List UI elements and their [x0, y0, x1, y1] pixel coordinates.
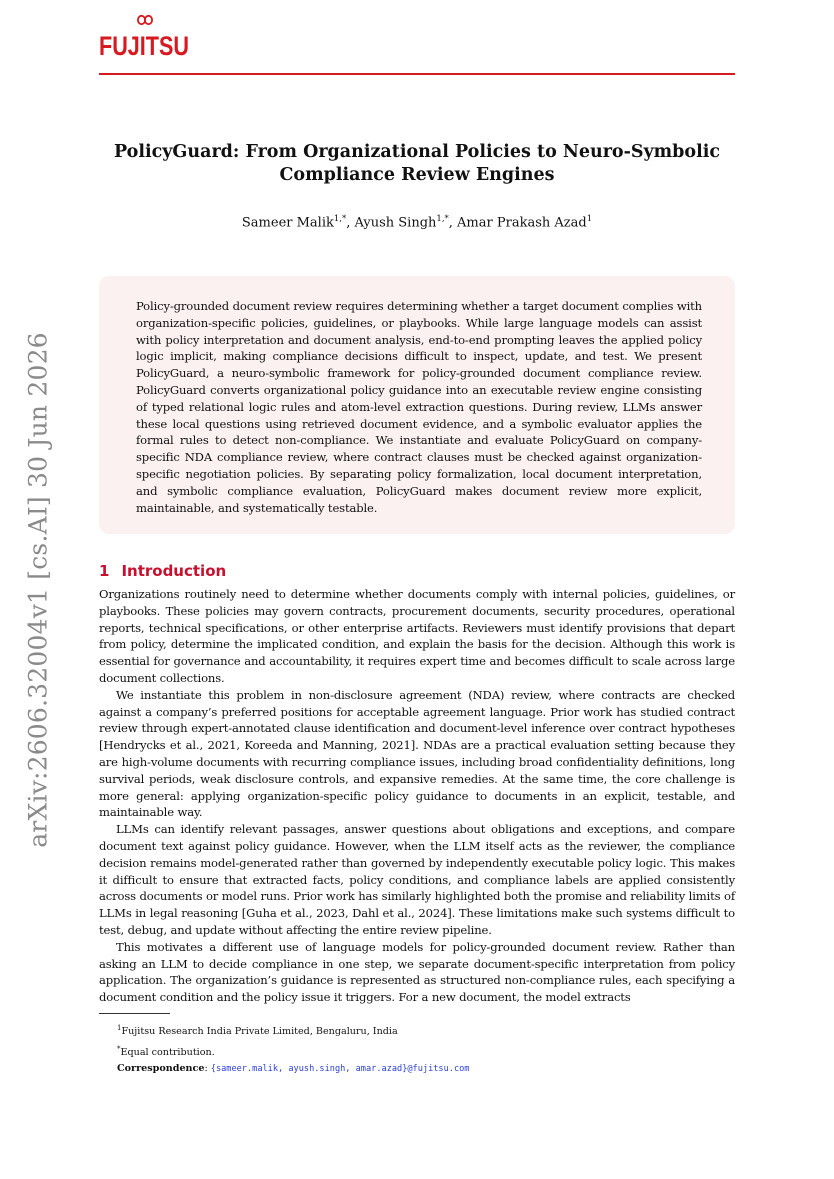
section-heading [99, 561, 735, 581]
title-line-2: Compliance Review Engines [279, 165, 555, 185]
logo-wordmark: FUJITSU [99, 31, 189, 61]
author-list [99, 211, 735, 231]
author-separator: , [448, 215, 458, 231]
footnote-rule [99, 1013, 170, 1014]
correspondence-label: Correspondence [117, 1063, 205, 1075]
header-rule [99, 73, 735, 75]
footnotes [117, 1020, 717, 1078]
author-affiliation-mark: 1,* [333, 214, 347, 224]
body-paragraph: Organizations routinely need to determine whether documents comply with internal policies, guidelines, or playbooks. These policies may govern contracts, procurement documents, security procedures, operational reports, technical specifications, or other enterprise artifacts. Reviewers must identify provisions that depart from policy, determine the implicated condition, and explain the basis for the decision. Although this work is essential for governance and accountability, it requires expert time and becomes difficult to scale across large document collections. [99, 587, 735, 685]
author-name: Sameer Malik [241, 215, 334, 231]
author-affiliation-mark: 1,* [436, 214, 449, 224]
footnote-correspondence: Correspondence: {sameer.malik, ayush.singh, amar.azad}@fujitsu.com [117, 1063, 470, 1075]
section-number: 1 [99, 562, 110, 580]
author-name: Amar Prakash Azad [457, 215, 587, 231]
paper-title [99, 141, 735, 187]
body-paragraph: We instantiate this problem in non-disclosure agreement (NDA) review, where contracts are checked against a company’s preferred positions for acceptable agreement language. Prior work has studied contract review through expert-annotated clause identification and document-level inference over contract hypotheses [Hendrycks et al., 2021, Koreeda and Manning, 2021]. NDAs are a practical evaluation setting because they are high-volume documents with recurring compliance issues, including broad confidentiality definitions, long survival periods, weak disclosure controls, and expansive remedies. At the same time, the core challenge is more general: applying organization-specific policy guidance to documents in an explicit, testable, and maintainable way. [99, 687, 735, 820]
author-affiliation-mark: 1 [586, 214, 593, 224]
section-title: Introduction [121, 562, 227, 580]
arxiv-identifier[interactable]: arXiv:2606.32004v1 [cs.AI] 30 Jun 2026 [23, 332, 53, 848]
footnote-affiliation-text: Fujitsu Research India Private Limited, Bengaluru, India [121, 1026, 398, 1038]
fujitsu-logo [99, 14, 191, 60]
fujitsu-logo-mark [99, 14, 191, 60]
footnote-mark: * [117, 1044, 121, 1053]
footnote-affiliation [117, 1020, 717, 1041]
body-paragraph: LLMs can identify relevant passages, answer questions about obligations and exceptions, and compare document text against policy guidance. However, when the LLM itself acts as the reviewer, the compliance decision remains model-generated rather than governed by independently executable policy logic. This makes it difficult to ensure that extracted facts, policy conditions, and compliance labels are applied consistently across documents or model runs. Prior work has similarly highlighted both the promise and reliability limits of LLMs in legal reasoning [Guha et al., 2023, Dahl et al., 2024]. These limitations make such systems difficult to test, debug, and update without affecting the entire review pipeline. [99, 822, 735, 937]
footnote-equal-contribution [117, 1041, 717, 1062]
footnote-equal-text: Equal contribution. [120, 1046, 215, 1058]
author-separator: , [346, 215, 355, 231]
footnote-mark: 1 [117, 1024, 122, 1032]
body-paragraph: This motivates a different use of language models for policy-grounded document review. Rather than asking an LLM to decide compliance in one step, we separate document-specific interpretation from policy application. The organization’s guidance is represented as structured non-compliance rules, each specifying a document condition and the policy issue it triggers. For a new document, the model extracts [99, 939, 735, 1005]
author-name: Ayush Singh [354, 215, 437, 231]
introduction-body [99, 586, 735, 1006]
abstract: Policy-grounded document review requires determining whether a target document complies with organization-specific policies, guidelines, or playbooks. While large language models can assist with policy interpretation and document analysis, end-to-end prompting leaves the applied policy logic implicit, making compliance decisions difficult to inspect, update, and test. We present PolicyGuard, a neuro-symbolic framework for policy-grounded document compliance review. PolicyGuard converts organizational policy guidance into an executable review engine consisting of typed relational logic rules and atom-level extraction questions. During review, LLMs answer these local questions using retrieved document evidence, and a symbolic evaluator applies the formal rules to detect non-compliance. We instantiate and evaluate PolicyGuard on company-specific NDA compliance review, where contract clauses must be checked against organization-specific negotiation policies. By separating policy formalization, local document interpretation, and symbolic compliance evaluation, PolicyGuard makes document review more explicit, maintainable, and systematically testable. [136, 299, 702, 515]
correspondence-email-link[interactable]: {sameer.malik, ayush.singh, amar.azad}@fujitsu.com [210, 1064, 470, 1075]
title-line-1: PolicyGuard: From Organizational Policies to Neuro-Symbolic [113, 142, 721, 162]
